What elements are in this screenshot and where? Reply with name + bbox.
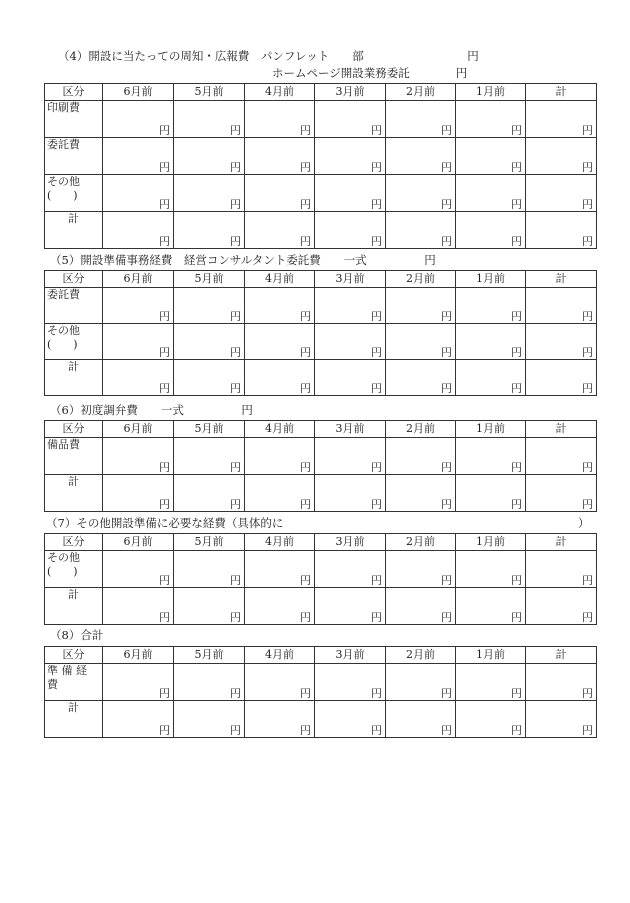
amount-cell[interactable]: 円 [245, 438, 315, 475]
amount-cell[interactable]: 円 [526, 664, 597, 701]
amount-cell[interactable]: 円 [456, 175, 526, 212]
table-section-7 [44, 533, 597, 625]
header-row [45, 534, 597, 551]
table-row [45, 551, 597, 588]
amount-cell[interactable]: 円 [245, 101, 315, 138]
amount-cell[interactable]: 円 [245, 138, 315, 175]
header-period: 3月前 [315, 421, 386, 438]
header-period: 計 [526, 647, 597, 664]
header-period: 計 [526, 84, 597, 101]
header-period: 3月前 [315, 271, 386, 288]
header-period: 6月前 [103, 84, 174, 101]
amount-cell[interactable]: 円 [526, 588, 597, 625]
amount-cell[interactable]: 円 [456, 101, 526, 138]
amount-cell[interactable]: 円 [103, 438, 174, 475]
amount-cell[interactable]: 円 [386, 551, 456, 588]
row-label: その他 ( ) [45, 175, 103, 212]
amount-cell[interactable]: 円 [386, 175, 456, 212]
amount-cell[interactable]: 円 [245, 175, 315, 212]
header-period: 2月前 [386, 84, 456, 101]
amount-cell[interactable]: 円 [526, 438, 597, 475]
row-label: 計 [45, 212, 103, 249]
header-period: 5月前 [174, 84, 245, 101]
amount-cell[interactable]: 円 [103, 360, 174, 396]
table-row [45, 588, 597, 625]
amount-cell[interactable]: 円 [386, 475, 456, 512]
header-category: 区分 [45, 534, 103, 551]
table-body [45, 421, 597, 512]
amount-cell[interactable]: 円 [526, 360, 597, 396]
amount-cell[interactable]: 円 [245, 212, 315, 249]
amount-cell[interactable]: 円 [103, 664, 174, 701]
amount-cell[interactable]: 円 [103, 588, 174, 625]
header-period: 2月前 [386, 421, 456, 438]
row-label: 印刷費 [45, 101, 103, 138]
amount-cell[interactable]: 円 [386, 324, 456, 360]
header-period: 1月前 [456, 647, 526, 664]
table-row [45, 101, 597, 138]
amount-cell[interactable]: 円 [526, 701, 597, 738]
header-period: 2月前 [386, 647, 456, 664]
header-period: 計 [526, 534, 597, 551]
amount-cell[interactable]: 円 [456, 360, 526, 396]
amount-cell[interactable]: 円 [526, 175, 597, 212]
amount-cell[interactable]: 円 [386, 664, 456, 701]
amount-cell[interactable]: 円 [315, 360, 386, 396]
table-section-5 [44, 270, 597, 396]
table-section-8 [44, 646, 597, 738]
row-label: 委託費 [45, 288, 103, 324]
amount-cell[interactable]: 円 [103, 324, 174, 360]
header-row [45, 271, 597, 288]
table-row [45, 324, 597, 360]
section-6-title: （6）初度調弁費 一式 円 [50, 403, 253, 417]
header-category: 区分 [45, 421, 103, 438]
table-section-4 [44, 83, 597, 249]
amount-cell[interactable]: 円 [103, 288, 174, 324]
header-period: 5月前 [174, 534, 245, 551]
amount-cell[interactable]: 円 [526, 288, 597, 324]
amount-cell[interactable]: 円 [386, 701, 456, 738]
amount-cell[interactable]: 円 [526, 551, 597, 588]
header-period: 6月前 [103, 271, 174, 288]
header-row [45, 647, 597, 664]
amount-cell[interactable]: 円 [526, 212, 597, 249]
header-period: 3月前 [315, 647, 386, 664]
amount-cell[interactable]: 円 [245, 664, 315, 701]
amount-cell[interactable]: 円 [315, 138, 386, 175]
amount-cell[interactable]: 円 [103, 138, 174, 175]
amount-cell[interactable]: 円 [456, 664, 526, 701]
amount-cell[interactable]: 円 [174, 288, 245, 324]
table-row [45, 138, 597, 175]
header-period: 5月前 [174, 647, 245, 664]
header-period: 5月前 [174, 421, 245, 438]
header-period: 2月前 [386, 534, 456, 551]
table-body [45, 534, 597, 625]
amount-cell[interactable]: 円 [245, 324, 315, 360]
amount-cell[interactable]: 円 [386, 588, 456, 625]
amount-cell[interactable]: 円 [315, 475, 386, 512]
amount-cell[interactable]: 円 [103, 101, 174, 138]
amount-cell[interactable]: 円 [174, 360, 245, 396]
amount-cell[interactable]: 円 [386, 101, 456, 138]
amount-cell[interactable]: 円 [103, 475, 174, 512]
header-period: 1月前 [456, 84, 526, 101]
row-label: 準 備 経 費 [45, 664, 103, 701]
table-row [45, 288, 597, 324]
amount-cell[interactable]: 円 [315, 588, 386, 625]
amount-cell[interactable]: 円 [456, 475, 526, 512]
amount-cell[interactable]: 円 [103, 212, 174, 249]
header-period: 4月前 [245, 84, 315, 101]
header-period: 4月前 [245, 534, 315, 551]
amount-cell[interactable]: 円 [386, 438, 456, 475]
row-label: その他 ( ) [45, 551, 103, 588]
amount-cell[interactable]: 円 [386, 360, 456, 396]
section-7-title: （7）その他開設準備に必要な経費（具体的に [46, 516, 284, 530]
header-category: 区分 [45, 271, 103, 288]
table-row [45, 175, 597, 212]
header-period: 2月前 [386, 271, 456, 288]
header-period: 4月前 [245, 647, 315, 664]
amount-cell[interactable]: 円 [315, 438, 386, 475]
amount-cell[interactable]: 円 [526, 475, 597, 512]
header-period: 計 [526, 421, 597, 438]
header-period: 3月前 [315, 84, 386, 101]
amount-cell[interactable]: 円 [245, 588, 315, 625]
amount-cell[interactable]: 円 [456, 438, 526, 475]
amount-cell[interactable]: 円 [174, 101, 245, 138]
amount-cell[interactable]: 円 [103, 551, 174, 588]
row-label: 備品費 [45, 438, 103, 475]
amount-cell[interactable]: 円 [315, 551, 386, 588]
amount-cell[interactable]: 円 [245, 475, 315, 512]
amount-cell[interactable]: 円 [315, 212, 386, 249]
header-row [45, 421, 597, 438]
amount-cell[interactable]: 円 [245, 360, 315, 396]
amount-cell[interactable]: 円 [174, 664, 245, 701]
amount-cell[interactable]: 円 [174, 212, 245, 249]
header-period: 6月前 [103, 647, 174, 664]
table-row [45, 475, 597, 512]
amount-cell[interactable]: 円 [245, 551, 315, 588]
header-period: 6月前 [103, 421, 174, 438]
table-body [45, 271, 597, 396]
amount-cell[interactable]: 円 [386, 212, 456, 249]
header-period: 4月前 [245, 421, 315, 438]
section-7-close: ） [578, 516, 590, 530]
table-row [45, 438, 597, 475]
header-period: 計 [526, 271, 597, 288]
header-period: 1月前 [456, 534, 526, 551]
row-label: 計 [45, 588, 103, 625]
amount-cell[interactable]: 円 [315, 175, 386, 212]
header-period: 6月前 [103, 534, 174, 551]
amount-cell[interactable]: 円 [526, 324, 597, 360]
amount-cell[interactable]: 円 [174, 324, 245, 360]
section-4-subtitle: ホームページ開設業務委託 円 [272, 66, 468, 80]
amount-cell[interactable]: 円 [174, 475, 245, 512]
amount-cell[interactable]: 円 [456, 701, 526, 738]
amount-cell[interactable]: 円 [386, 138, 456, 175]
row-label: 計 [45, 475, 103, 512]
header-category: 区分 [45, 84, 103, 101]
header-period: 1月前 [456, 421, 526, 438]
amount-cell[interactable]: 円 [315, 288, 386, 324]
table-row [45, 360, 597, 396]
row-label: その他 ( ) [45, 324, 103, 360]
section-4-title: （4）開設に当たっての周知・広報費 パンフレット 部 円 [58, 49, 479, 63]
amount-cell[interactable]: 円 [526, 101, 597, 138]
amount-cell[interactable]: 円 [174, 588, 245, 625]
amount-cell[interactable]: 円 [174, 175, 245, 212]
header-period: 5月前 [174, 271, 245, 288]
row-label: 計 [45, 701, 103, 738]
amount-cell[interactable]: 円 [174, 701, 245, 738]
amount-cell[interactable]: 円 [103, 175, 174, 212]
amount-cell[interactable]: 円 [315, 664, 386, 701]
amount-cell[interactable]: 円 [386, 288, 456, 324]
amount-cell[interactable]: 円 [174, 551, 245, 588]
row-label: 計 [45, 360, 103, 396]
amount-cell[interactable]: 円 [526, 138, 597, 175]
header-period: 3月前 [315, 534, 386, 551]
table-row [45, 664, 597, 701]
amount-cell[interactable]: 円 [315, 324, 386, 360]
table-section-6 [44, 420, 597, 512]
table-body [45, 647, 597, 738]
amount-cell[interactable]: 円 [456, 138, 526, 175]
amount-cell[interactable]: 円 [174, 138, 245, 175]
section-5-title: （5）開設準備事務経費 経営コンサルタント委託費 一式 円 [50, 253, 436, 267]
amount-cell[interactable]: 円 [103, 701, 174, 738]
amount-cell[interactable]: 円 [315, 701, 386, 738]
table-row [45, 212, 597, 249]
header-period: 1月前 [456, 271, 526, 288]
amount-cell[interactable]: 円 [456, 324, 526, 360]
amount-cell[interactable]: 円 [456, 551, 526, 588]
amount-cell[interactable]: 円 [174, 438, 245, 475]
header-category: 区分 [45, 647, 103, 664]
amount-cell[interactable]: 円 [456, 212, 526, 249]
table-body [45, 84, 597, 249]
amount-cell[interactable]: 円 [245, 288, 315, 324]
table-row [45, 701, 597, 738]
amount-cell[interactable]: 円 [456, 588, 526, 625]
section-8-title: （8）合計 [50, 628, 104, 642]
header-row [45, 84, 597, 101]
amount-cell[interactable]: 円 [315, 101, 386, 138]
row-label: 委託費 [45, 138, 103, 175]
header-period: 4月前 [245, 271, 315, 288]
amount-cell[interactable]: 円 [456, 288, 526, 324]
amount-cell[interactable]: 円 [245, 701, 315, 738]
